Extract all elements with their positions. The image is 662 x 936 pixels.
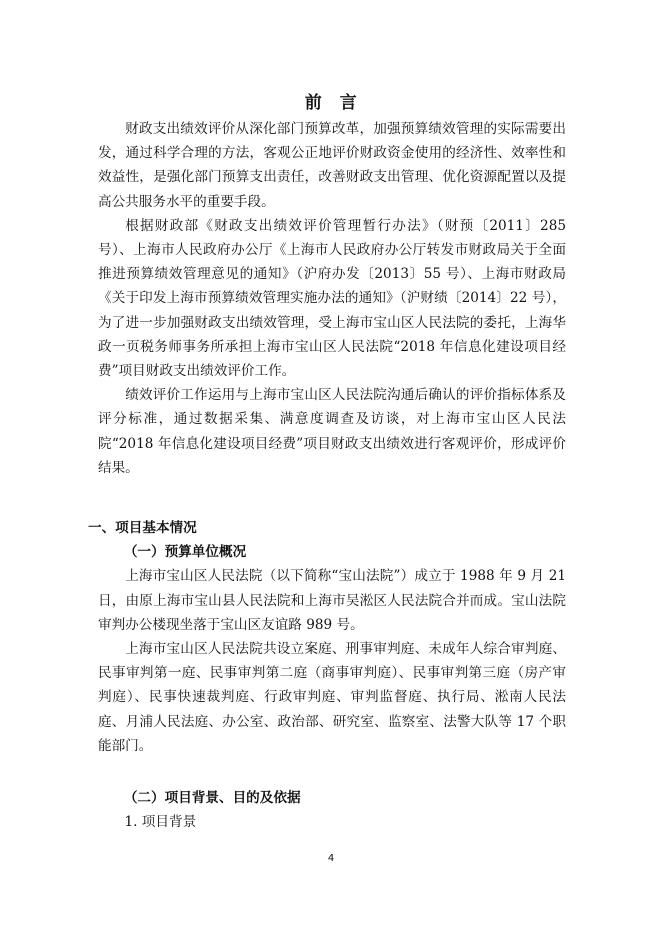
spacer [98, 480, 566, 516]
page-title: 前 言 [304, 93, 358, 113]
heading-subsection-2: （二）项目背景、目的及依据 [123, 790, 301, 807]
paragraph-basis: 根据财政部《财政支出绩效评价管理暂行办法》（财预〔2011〕285 号）、上海市人民政府办公厅《上海市人民政府办公厅转发市财政局关于全面推进预算绩效管理意见的通知》（沪府办发〔2013〕55 号）、上海市财政局《关于印发上海市预算绩效管理实施办法的通知》（沪财绩〔2014〕22 号），为了进一步加强财政支出绩效管理，受上海市宝山区人民法院的委托，上海华政一页税务师事务所承担上海市宝山区人民法院“2018 年信息化建设项目经费”项目财政支出绩效评价工作。 [98, 217, 566, 380]
spacer [98, 758, 566, 786]
paragraph-court-overview: 上海市宝山区人民法院（以下简称“宝山法院”）成立于 1988 年 9 月 21 日，由原上海市宝山县人民法院和上海市吴淞区人民法院合并而成。宝山法院审判办公楼现坐落于宝山区友谊路 989 号。 [98, 568, 566, 633]
heading-section-1: 一、项目基本情况 [88, 520, 197, 537]
paragraph-evaluation: 绩效评价工作运用与上海市宝山区人民法院沟通后确认的评价指标体系及评分标准，通过数据采集、满意度调查及访谈，对上海市宝山区人民法院“2018 年信息化建设项目经费”项目财政支出绩效进行客观评价，形成评价结果。 [98, 387, 566, 476]
heading-subsection-1: （一）预算单位概况 [123, 544, 247, 561]
paragraph-court-departments: 上海市宝山区人民法院共设立案庭、刑事审判庭、未成年人综合审判庭、民事审判第一庭、民事审判第二庭（商事审判庭）、民事审判第三庭（房产审判庭）、民事快速裁判庭、行政审判庭、审判监督庭、执行局、淞南人民法庭、月浦人民法庭、办公室、政治部、研究室、监察室、法警大队等 17 个职能部门。 [98, 641, 566, 754]
paragraph-intro: 财政支出绩效评价从深化部门预算改革，加强预算绩效管理的实际需要出发，通过科学合理的方法，客观公正地评价财政资金使用的经济性、效率性和效益性，是强化部门预算支出责任，改善财政支出管理、优化资源配置以及提高公共服务水平的重要手段。 [98, 121, 566, 210]
document-body [88, 117, 566, 834]
page-number: 4 [327, 853, 335, 864]
heading-item-1: 1. 项目背景 [124, 814, 197, 831]
